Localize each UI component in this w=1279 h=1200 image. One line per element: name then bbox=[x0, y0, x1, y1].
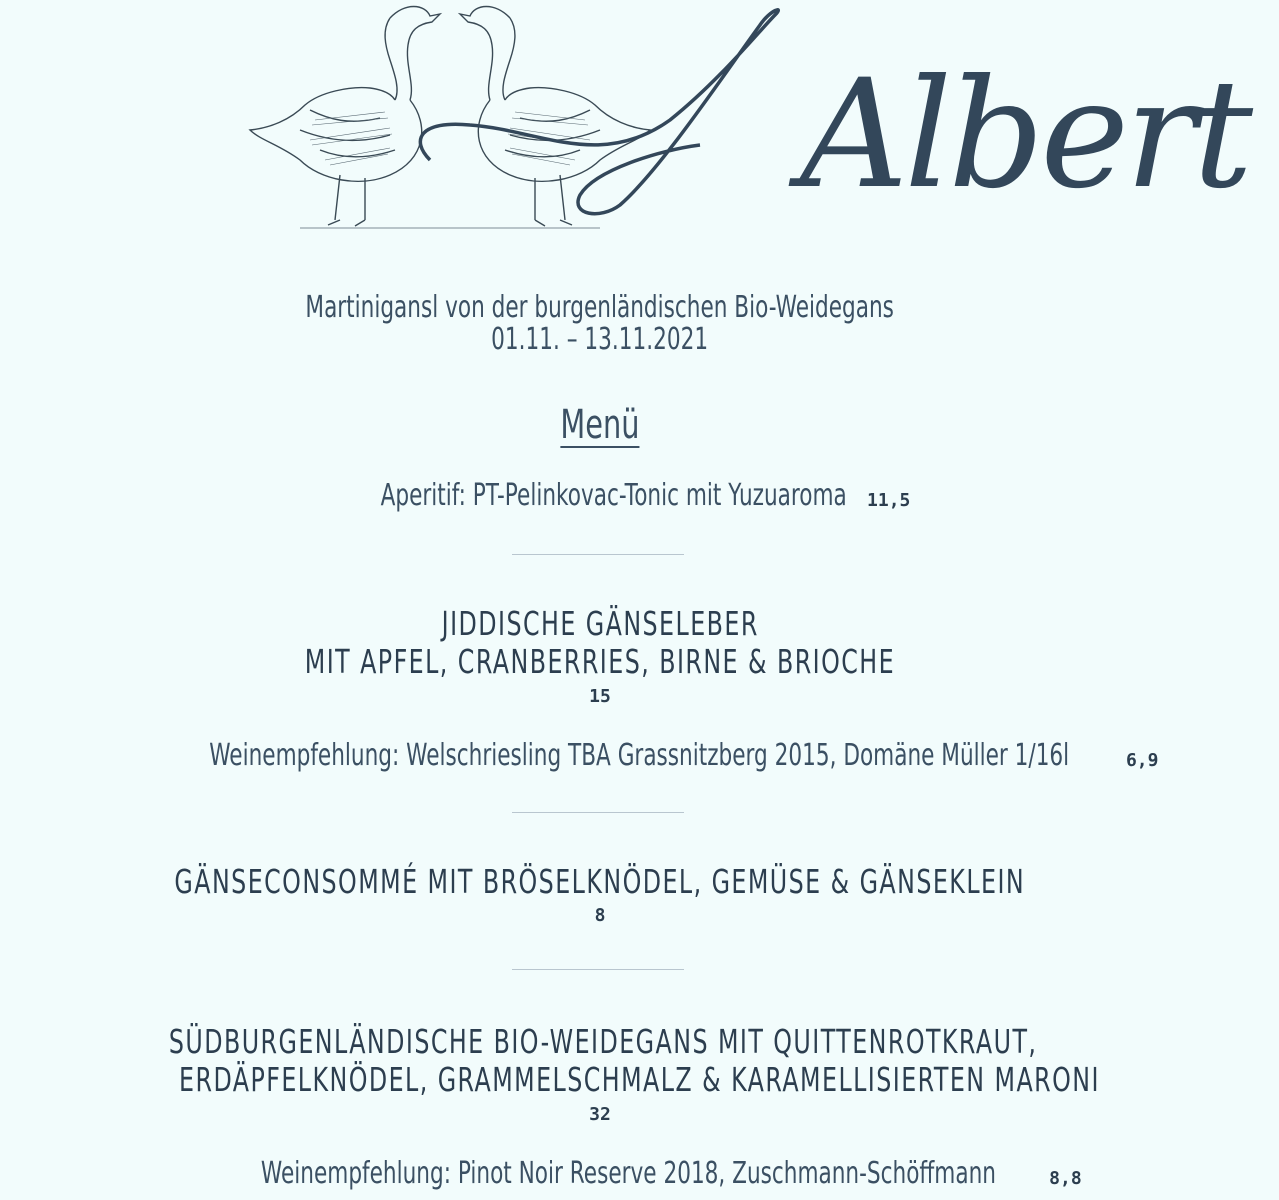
course-3-title: SÜDBURGENLÄNDISCHE BIO-WEIDEGANS MIT QUITTENROTKRAUT, bbox=[168, 1022, 1038, 1061]
dates-row bbox=[0, 322, 1200, 357]
divider bbox=[512, 812, 684, 813]
course-1-wine: Weinempfehlung: Welschriesling TBA Grassnitzberg 2015, Domäne Müller 1/16l bbox=[208, 738, 1069, 773]
course-2-price: 8 bbox=[594, 905, 606, 926]
subtitle-row bbox=[0, 290, 1200, 325]
logo-name: Albert bbox=[800, 48, 1250, 222]
course-2-line-1 bbox=[0, 862, 1200, 901]
course-3-subtitle: ERDÄPFELKNÖDEL, GRAMMELSCHMALZ & KARAMELLISIERTEN MARONI bbox=[179, 1060, 1100, 1099]
course-3-line-1 bbox=[0, 1022, 1200, 1061]
course-3-wine: Weinempfehlung: Pinot Noir Reserve 2018, Zuschmann-Schöffmann bbox=[261, 1156, 997, 1191]
aperitif-row bbox=[0, 478, 1200, 513]
divider bbox=[512, 969, 684, 970]
course-1-subtitle: MIT APFEL, CRANBERRIES, BIRNE & BRIOCHE bbox=[304, 642, 896, 681]
course-1-wine-price: 6,9 bbox=[1125, 750, 1159, 771]
menu-title: Menü bbox=[560, 402, 640, 448]
divider bbox=[512, 554, 684, 555]
course-2-title: GÄNSECONSOMMÉ MIT BRÖSELKNÖDEL, GEMÜSE & GÄNSEKLEIN bbox=[174, 862, 1026, 901]
aperitif-text: Aperitif: PT-Pelinkovac-Tonic mit Yuzuaroma bbox=[380, 478, 847, 513]
logo bbox=[240, 0, 1250, 240]
course-3-line-2 bbox=[0, 1060, 1200, 1099]
course-1-price: 15 bbox=[589, 686, 611, 707]
aperitif-price: 11,5 bbox=[867, 490, 911, 511]
course-1-line-1 bbox=[0, 604, 1200, 643]
course-1-title: JIDDISCHE GÄNSELEBER bbox=[441, 604, 759, 643]
subtitle: Martinigansl von der burgenländischen Bio-Weidegans bbox=[305, 290, 895, 325]
course-3-wine-row bbox=[0, 1156, 1200, 1191]
dates: 01.11. – 13.11.2021 bbox=[491, 322, 709, 357]
menu-title-row bbox=[0, 402, 1200, 448]
course-3-wine-price: 8,8 bbox=[1049, 1168, 1082, 1189]
course-1-wine-row bbox=[0, 738, 1200, 773]
course-1-line-2 bbox=[0, 642, 1200, 681]
course-3-price: 32 bbox=[589, 1104, 611, 1125]
